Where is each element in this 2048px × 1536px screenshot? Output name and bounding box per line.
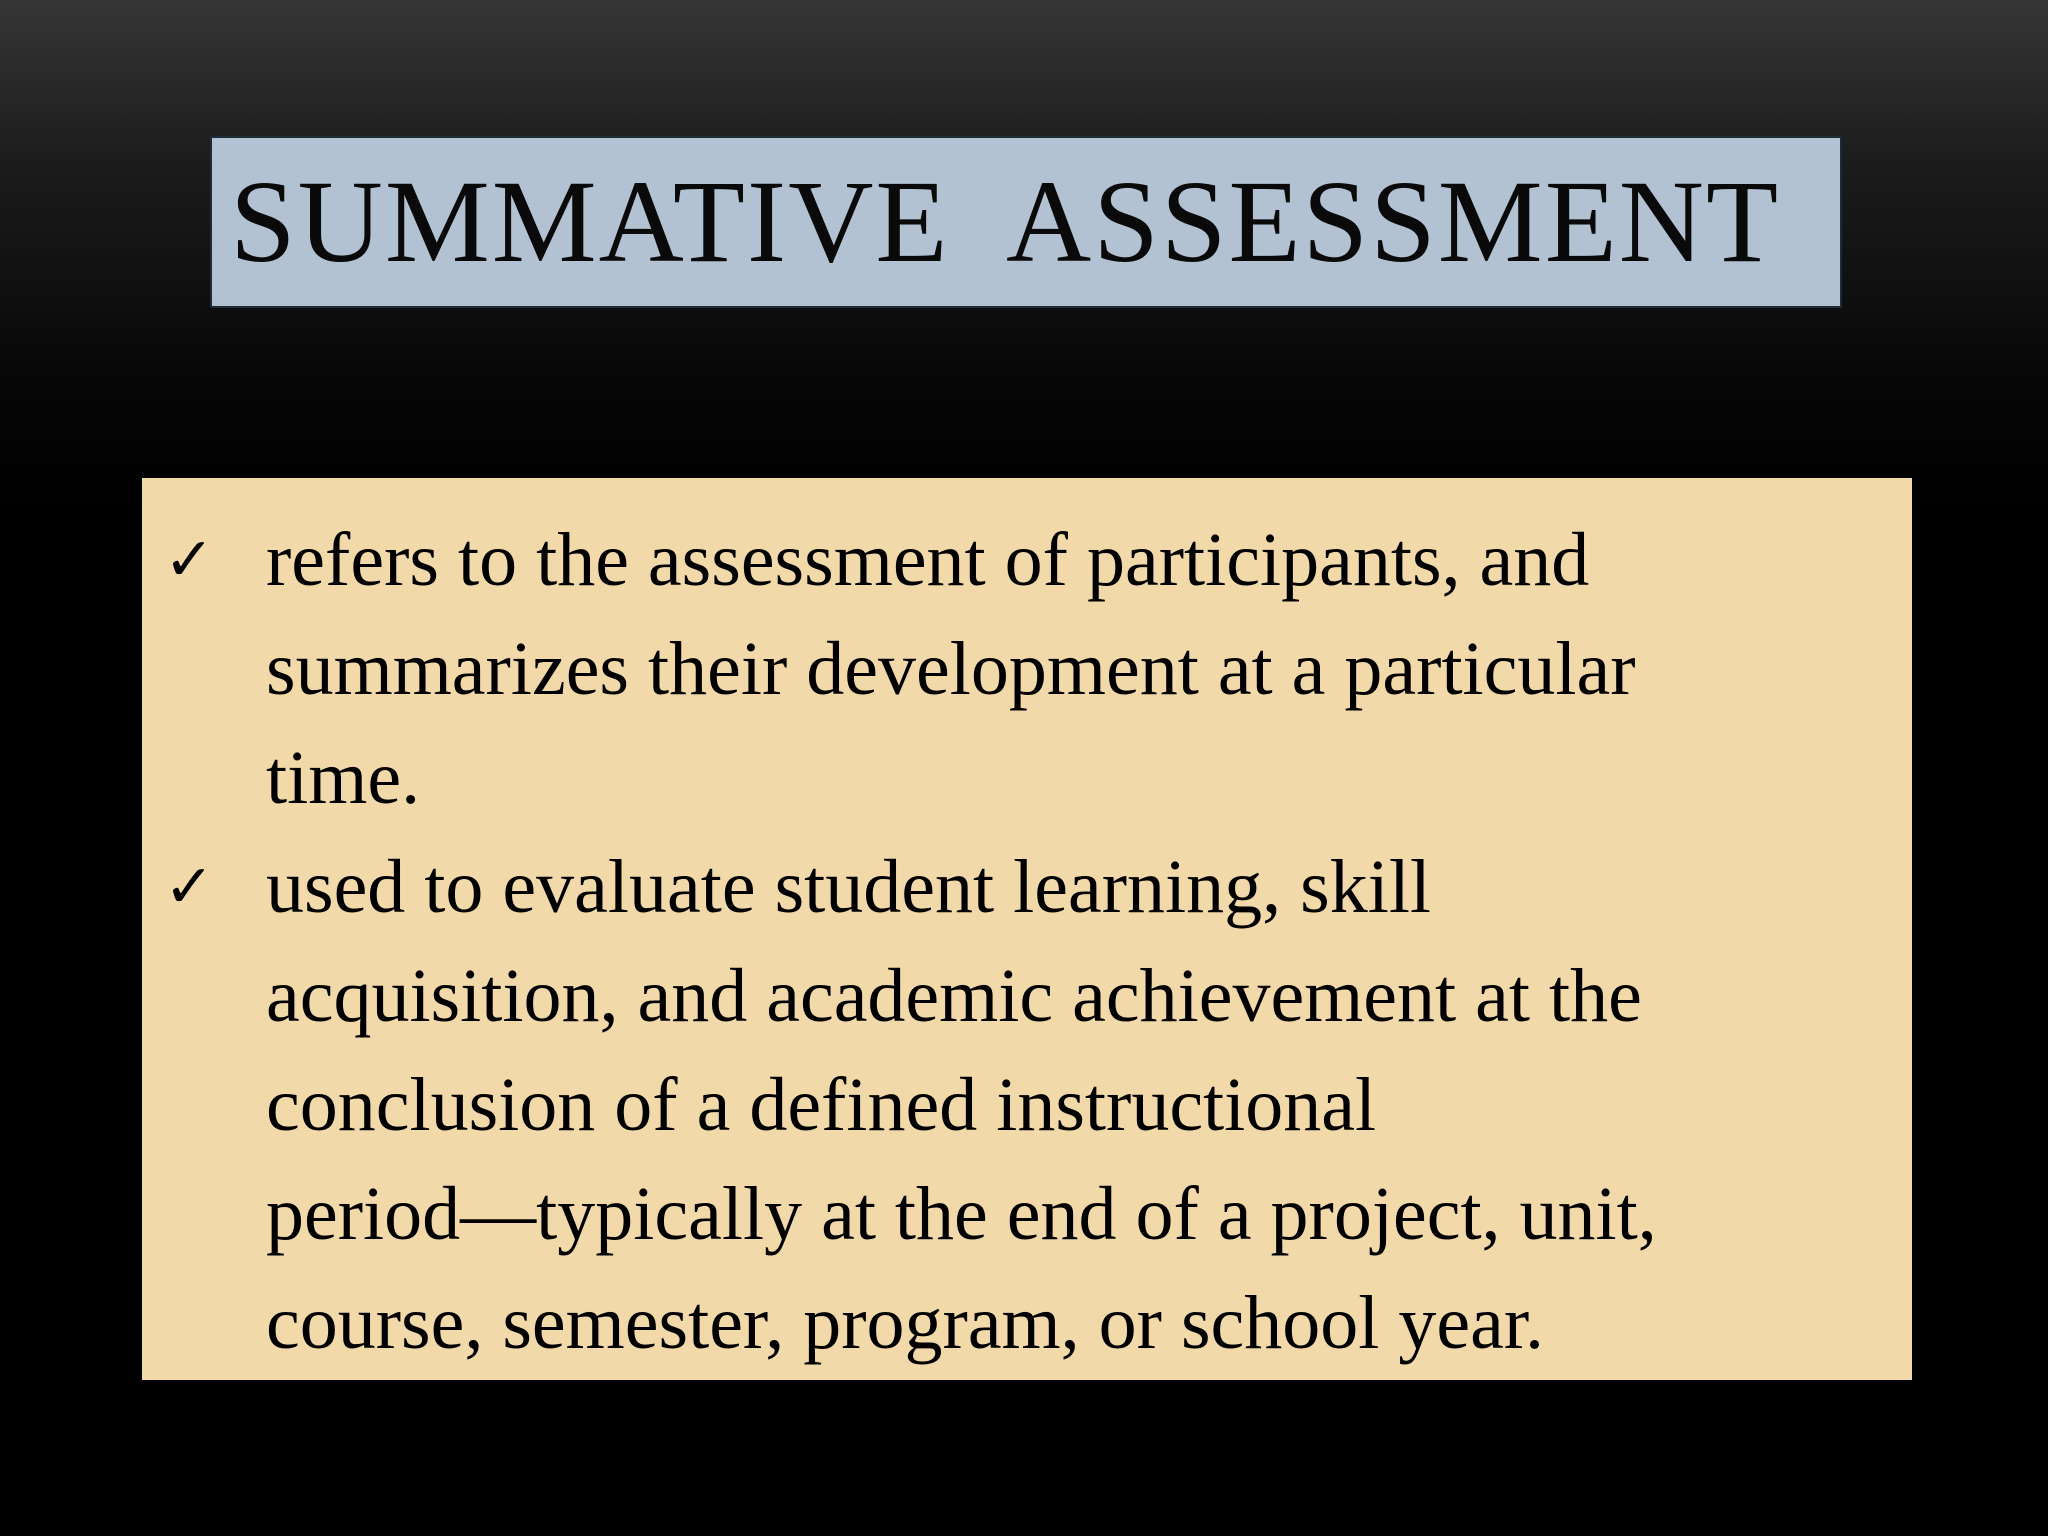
bullet-line: acquisition, and academic achievement at the: [266, 954, 1642, 1038]
bullet-line: course, semester, program, or school year.: [266, 1281, 1544, 1365]
checkmark-icon: ✓: [164, 525, 215, 595]
bullet-line: period—typically at the end of a project, unit,: [266, 1172, 1657, 1256]
checkmark-icon: ✓: [164, 852, 215, 922]
bullet-text: [266, 833, 1916, 1378]
title-box: [210, 136, 1842, 308]
bullet-line: used to evaluate student learning, skill: [266, 845, 1432, 929]
bullet-text: [266, 506, 1916, 833]
slide-title: SUMMATIVE ASSESSMENT: [230, 156, 1781, 287]
bullet-line: time.: [266, 736, 421, 820]
content-box: [142, 478, 1912, 1380]
bullet-line: summarizes their development at a particular: [266, 627, 1636, 711]
bullet-line: conclusion of a defined instructional: [266, 1063, 1377, 1147]
bullet-line: refers to the assessment of participants, and: [266, 518, 1590, 602]
